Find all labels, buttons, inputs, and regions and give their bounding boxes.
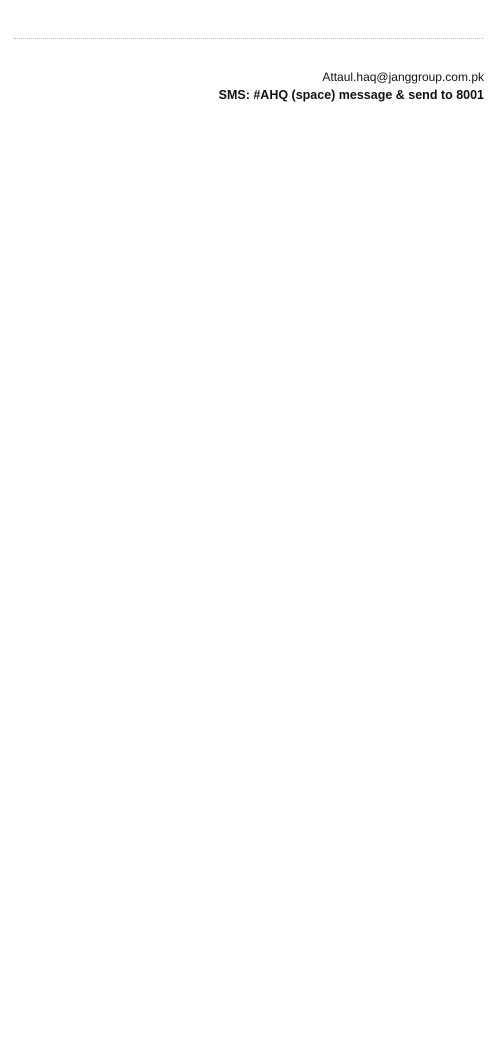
paragraph-6 xyxy=(10,855,488,909)
column-headline xyxy=(14,8,484,39)
verse-line-2 xyxy=(104,706,394,725)
paragraph-7 xyxy=(10,913,488,933)
paragraph-4 xyxy=(10,475,488,671)
column-byline xyxy=(14,47,484,67)
verse-line-3 xyxy=(104,731,394,750)
paragraph-3 xyxy=(10,370,488,471)
verse-line-1 xyxy=(104,681,394,700)
paragraph-2 xyxy=(10,256,488,366)
sms-instructions: SMS: #AHQ (space) message & send to 8001 xyxy=(218,88,484,102)
paragraph-8 xyxy=(10,937,488,1047)
author-email[interactable]: Attaul.haq@janggroup.com.pk xyxy=(322,70,484,84)
paragraph-5 xyxy=(10,835,488,851)
verse-block xyxy=(104,681,394,825)
verse-line-5 xyxy=(104,781,394,800)
column-body xyxy=(10,117,488,1047)
verse-line-4 xyxy=(104,756,394,775)
paragraph-1 xyxy=(10,117,488,252)
verse-line-6 xyxy=(104,806,394,825)
